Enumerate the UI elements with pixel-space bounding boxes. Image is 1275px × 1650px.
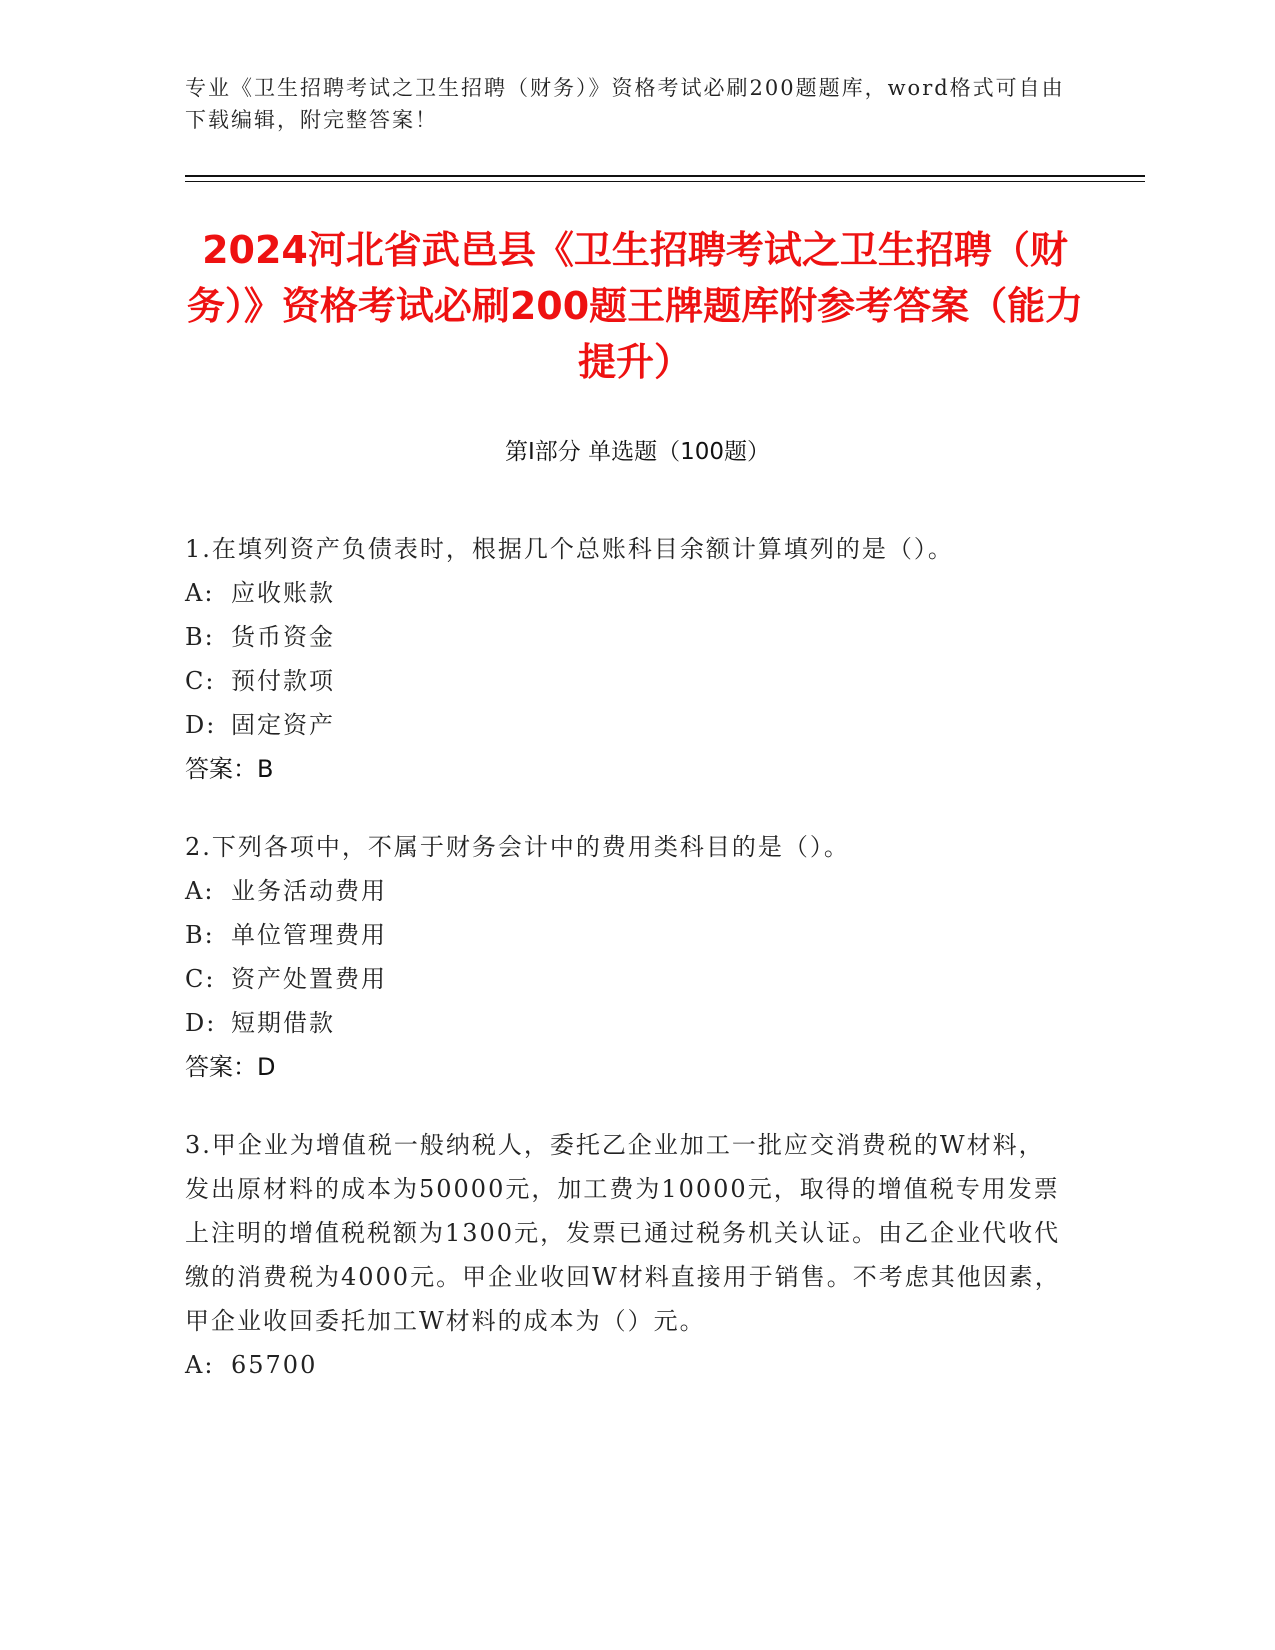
- question-1: [185, 527, 1065, 791]
- option-letter: D:: [185, 711, 217, 739]
- question-text: 1.在填列资产负债表时，根据几个总账科目余额计算填列的是（）。: [185, 535, 954, 563]
- option-a: [185, 869, 1065, 913]
- option-text: 65700: [231, 1351, 318, 1379]
- question-text: 3.甲企业为增值税一般纳税人，委托乙企业加工一批应交消费税的W材料，发出原材料的成本为50000元，加工费为10000元，取得的增值税专用发票上注明的增值税税额为1300元，发票已通过税务机关认证。由乙企业代收代缴的消费税为4000元。甲企业收回W材料直接用于销售。不考虑其他因素，甲企业收回委托加工W材料的成本为（）元。: [185, 1131, 1061, 1335]
- option-c: [185, 659, 1065, 703]
- option-letter: C:: [185, 667, 216, 695]
- option-b: [185, 913, 1065, 957]
- option-text: 预付款项: [231, 667, 335, 695]
- option-c: [185, 957, 1065, 1001]
- answer-line: 答案：B: [185, 755, 274, 783]
- option-letter: B:: [185, 623, 215, 651]
- option-letter: D:: [185, 1009, 217, 1037]
- option-d: [185, 1001, 1065, 1045]
- document-title: 2024河北省武邑县《卫生招聘考试之卫生招聘（财务）》资格考试必刷200题王牌题库附参考答案（能力提升）: [186, 228, 1084, 384]
- question-3: [185, 1123, 1065, 1387]
- header-note: 专业《卫生招聘考试之卫生招聘（财务）》资格考试必刷200题题库，word格式可自由下载编辑，附完整答案！: [185, 76, 1065, 132]
- option-letter: A:: [185, 877, 215, 905]
- section-heading: 第I部分 单选题（100题）: [505, 439, 770, 465]
- option-d: [185, 703, 1065, 747]
- option-a: [185, 571, 1065, 615]
- option-text: 业务活动费用: [231, 877, 387, 905]
- question-text: 2.下列各项中，不属于财务会计中的费用类科目的是（）。: [185, 833, 850, 861]
- option-b: [185, 615, 1065, 659]
- option-letter: A:: [185, 1351, 215, 1379]
- option-text: 单位管理费用: [231, 921, 387, 949]
- option-text: 货币资金: [231, 623, 335, 651]
- option-letter: B:: [185, 921, 215, 949]
- question-2: [185, 825, 1065, 1089]
- question-list: [185, 527, 1065, 1421]
- header-divider-thin: [185, 181, 1145, 182]
- option-text: 应收账款: [231, 579, 335, 607]
- answer-line: 答案：D: [185, 1053, 276, 1081]
- option-a: [185, 1343, 1065, 1387]
- option-text: 短期借款: [231, 1009, 335, 1037]
- option-text: 固定资产: [231, 711, 335, 739]
- option-letter: A:: [185, 579, 215, 607]
- header-divider-thick: [185, 175, 1145, 177]
- option-letter: C:: [185, 965, 216, 993]
- option-text: 资产处置费用: [231, 965, 387, 993]
